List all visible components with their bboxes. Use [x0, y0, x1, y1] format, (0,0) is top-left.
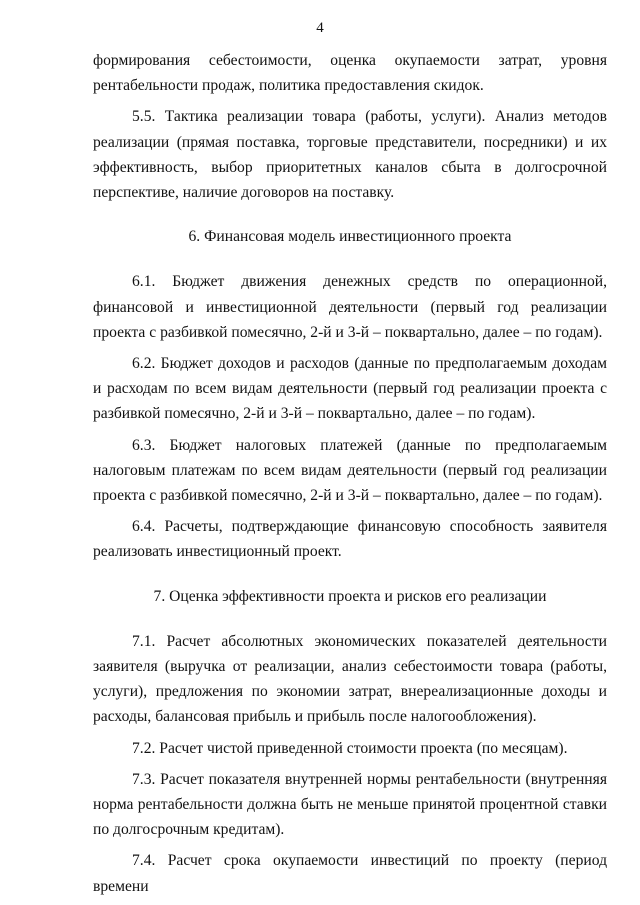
paragraph-7-1: 7.1. Расчет абсолютных экономических показателей деятельности заявителя (выручка от реализации, анализ себестоимости товара (работы, услуги), предложения по экономии затрат, внереализационные доходы и расходы, балансовая прибыль и прибыль после налогообложения). — [93, 632, 607, 726]
paragraph-6-2: 6.2. Бюджет доходов и расходов (данные по предполагаемым доходам и расходам по всем видам деятельности (первый год реализации проекта с разбивкой помесячно, 2-й и 3-й – поквартально, далее – по годам). — [93, 355, 607, 423]
section-6-heading: 6. Финансовая модель инвестиционного проекта — [188, 228, 512, 246]
paragraph-6-4: 6.4. Расчеты, подтверждающие финансовую способность заявителя реализовать инвестиционный проект. — [93, 518, 607, 561]
paragraph-7-4: 7.4. Расчет срока окупаемости инвестиций по проекту (период времени — [93, 852, 607, 895]
paragraph-5-5: 5.5. Тактика реализации товара (работы, услуги). Анализ методов реализации (прямая поставка, торговые представители, посредники) и их эффективность, выбор приоритетных каналов сбыта в долгосрочной перспективе, наличие договоров на поставку. — [93, 108, 607, 202]
paragraph-7-2: 7.2. Расчет чистой приведенной стоимости проекта (по месяцам). — [132, 739, 568, 757]
paragraph-6-1: 6.1. Бюджет движения денежных средств по операционной, финансовой и инвестиционной деятельности (первый год реализации проекта с разбивкой помесячно, 2-й и 3-й – поквартально, далее – по годам). — [93, 273, 607, 341]
page-number: 4 — [316, 20, 324, 36]
section-7-heading: 7. Оценка эффективности проекта и рисков его реализации — [153, 587, 547, 605]
document-body — [93, 48, 607, 905]
paragraph-7-3: 7.3. Расчет показателя внутренней нормы рентабельности (внутренняя норма рентабельности должна быть не меньше принятой процентной ставки по долгосрочным кредитам). — [93, 770, 607, 839]
paragraph-continuation: формирования себестоимости, оценка окупаемости затрат, уровня рентабельности продаж, политика предоставления скидок. — [93, 52, 607, 95]
paragraph-6-3: 6.3. Бюджет налоговых платежей (данные по предполагаемым налоговым платежам по всем видам деятельности (первый год реализации проекта с разбивкой помесячно, 2-й и 3-й – поквартально, далее – по годам). — [93, 436, 607, 505]
